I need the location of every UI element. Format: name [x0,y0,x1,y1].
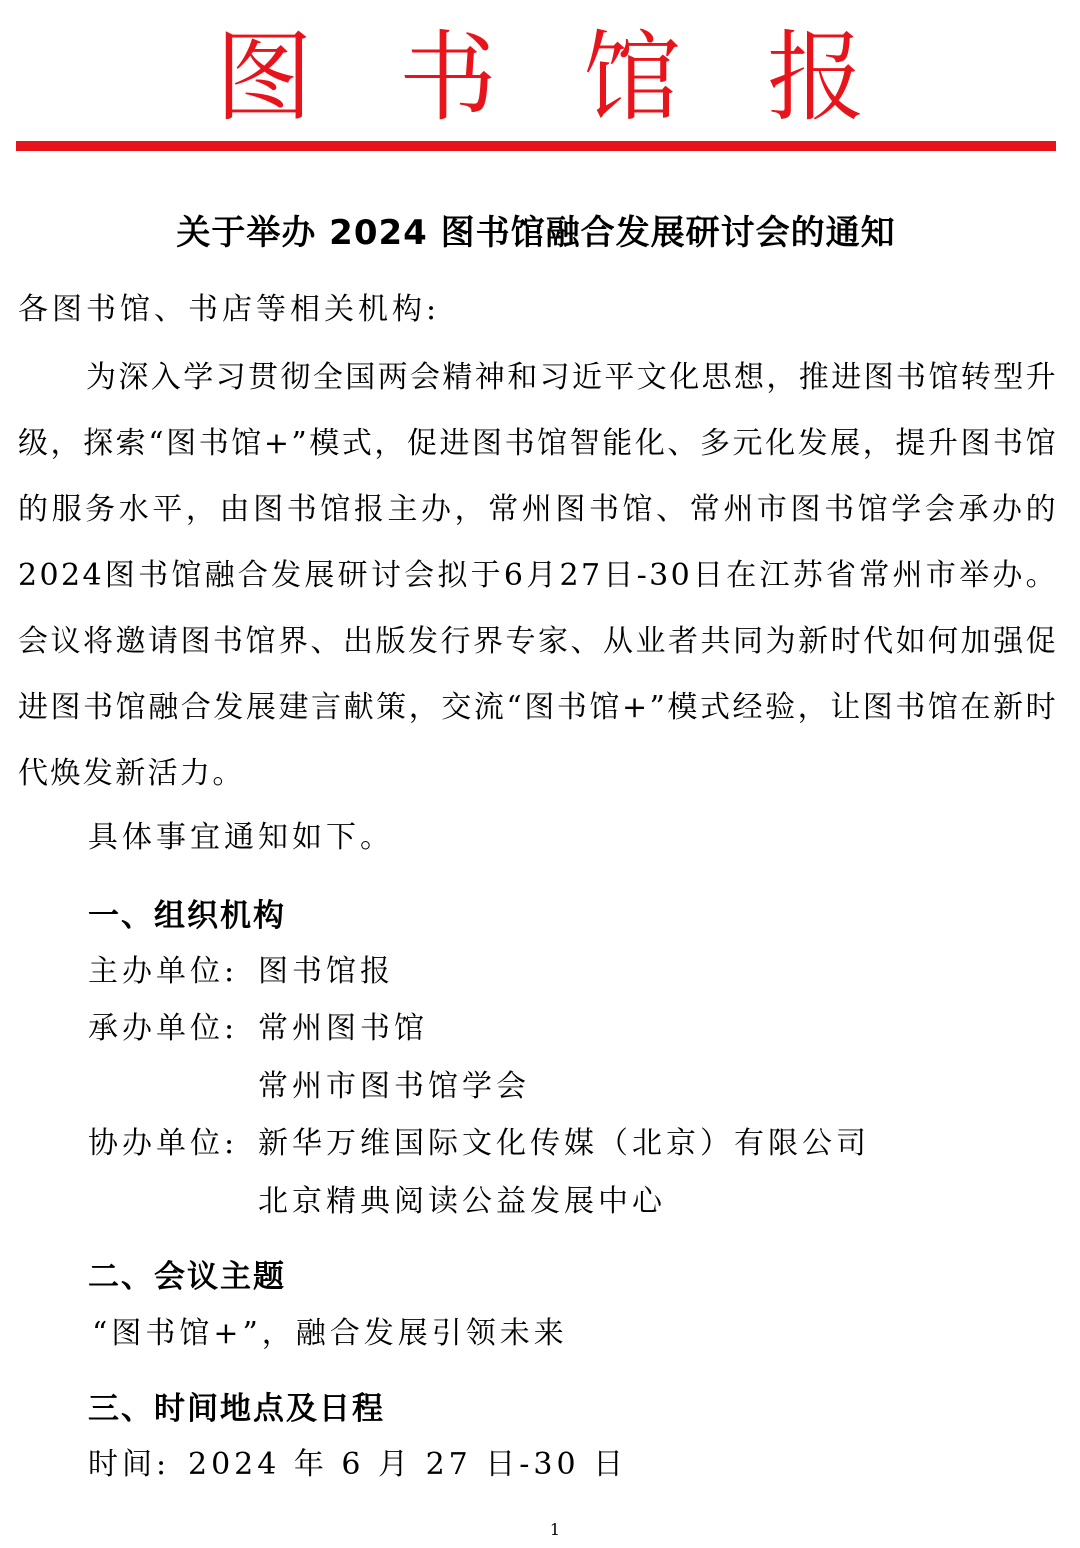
organizer-value: 常州市图书馆学会 [258,1069,530,1104]
page-number: 1 [549,1520,561,1539]
host-value: 图书馆报 [258,954,394,989]
masthead-title: 图书馆报 [214,21,951,135]
theme-text: “图书馆+”，融合发展引领未来 [92,1316,568,1351]
co-organizer-value: 新华万维国际文化传媒（北京）有限公司 [258,1126,870,1161]
salutation: 各图书馆、书店等相关机构: [18,292,441,327]
organizer-value: 常州图书馆 [258,1011,428,1046]
notice-title: 关于举办 2024 图书馆融合发展研讨会的通知 [176,213,896,253]
section-heading-theme: 二、会议主题 [88,1259,286,1295]
intro-line: 具体事宜通知如下。 [88,820,394,855]
host-label: 主办单位: [88,954,239,989]
masthead-divider [16,141,1056,151]
notice-body: 为深入学习贯彻全国两会精神和习近平文化思想，推进图书馆转型升级，探索“图书馆+”模式，促进图书馆智能化、多元化发展，提升图书馆的服务水平，由图书馆报主办，常州图书馆、常州市图书馆学会承办的2024图书馆融合发展研讨会拟于6月27日-30日在江苏省常州市举办。会议将邀请图书馆界、出版发行界专家、从业者共同为新时代如何加强促进图书馆融合发展建言献策，交流“图书馆+”模式经验，让图书馆在新时代焕发新活力。 [18,360,1058,791]
time-label: 时间: [88,1447,171,1482]
co-organizer-value: 北京精典阅读公益发展中心 [258,1184,666,1219]
organizer-label: 承办单位: [88,1011,239,1046]
co-organizer-label: 协办单位: [88,1126,239,1161]
time-value: 2024 年 6 月 27 日-30 日 [188,1447,628,1482]
section-heading-schedule: 三、时间地点及日程 [88,1391,385,1427]
section-heading-org: 一、组织机构 [88,898,286,934]
